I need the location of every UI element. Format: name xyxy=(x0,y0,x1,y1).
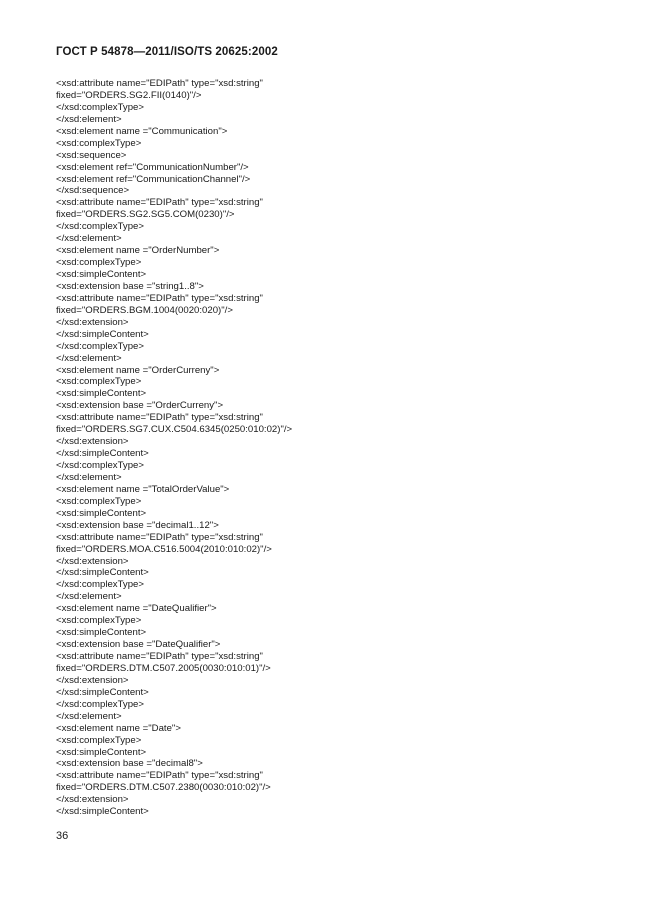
code-line: <xsd:extension base ="decimal8"> xyxy=(56,758,203,770)
code-line: </xsd:extension> xyxy=(56,436,129,448)
code-line: fixed="ORDERS.MOA.C516.5004(2010:010:02)"/> xyxy=(56,543,272,555)
code-line: <xsd:attribute name="EDIPath" type="xsd:string" xyxy=(56,412,263,424)
code-line: fixed="ORDERS.DTM.C507.2380(0030:010:02)"/> xyxy=(56,782,271,794)
code-line: <xsd:element name ="DateQualifier"> xyxy=(56,603,217,615)
code-line: </xsd:complexType> xyxy=(56,221,144,233)
code-line: <xsd:attribute name="EDIPath" type="xsd:string" xyxy=(56,531,263,543)
code-line: <xsd:complexType> xyxy=(56,615,142,627)
code-line: <xsd:simpleContent> xyxy=(56,507,147,519)
page-number: 36 xyxy=(56,830,69,842)
code-line: <xsd:attribute name="EDIPath" type="xsd:string" xyxy=(56,78,263,89)
code-line: <xsd:attribute name="EDIPath" type="xsd:string" xyxy=(56,292,263,304)
code-line: </xsd:element> xyxy=(56,233,122,245)
code-line: </xsd:extension> xyxy=(56,555,129,567)
code-line: <xsd:element name ="OrderNumber"> xyxy=(56,245,220,257)
code-line: <xsd:sequence> xyxy=(56,149,127,161)
code-line: <xsd:extension base ="decimal1..12"> xyxy=(56,519,219,531)
code-line: <xsd:element ref="CommunicationChannel"/> xyxy=(56,173,251,185)
code-line: <xsd:extension base ="DateQualifier"> xyxy=(56,639,221,651)
code-line: </xsd:element> xyxy=(56,352,122,364)
code-line: </xsd:simpleContent> xyxy=(56,806,149,818)
code-line: </xsd:element> xyxy=(56,591,122,603)
code-line: fixed="ORDERS.DTM.C507.2005(0030:010:01)"/> xyxy=(56,662,271,674)
code-line: <xsd:simpleContent> xyxy=(56,627,147,639)
code-line: </xsd:simpleContent> xyxy=(56,448,149,460)
code-line: <xsd:attribute name="EDIPath" type="xsd:string" xyxy=(56,770,263,782)
code-line: </xsd:simpleContent> xyxy=(56,567,149,579)
code-line: </xsd:element> xyxy=(56,113,122,125)
code-line: <xsd:element name ="OrderCurreny"> xyxy=(56,364,220,376)
code-line: </xsd:complexType> xyxy=(56,698,144,710)
code-line: </xsd:complexType> xyxy=(56,579,144,591)
code-line: <xsd:element name ="Date"> xyxy=(56,722,181,734)
code-line: </xsd:sequence> xyxy=(56,185,130,197)
code-line: </xsd:complexType> xyxy=(56,340,144,352)
code-line: <xsd:complexType> xyxy=(56,734,142,746)
code-line: <xsd:element ref="CommunicationNumber"/> xyxy=(56,161,249,173)
code-line: </xsd:element> xyxy=(56,471,122,483)
code-line: <xsd:element name ="TotalOrderValue"> xyxy=(56,483,230,495)
code-line: fixed="ORDERS.SG2.SG5.COM(0230)"/> xyxy=(56,209,235,221)
code-line: </xsd:simpleContent> xyxy=(56,686,149,698)
code-line: </xsd:complexType> xyxy=(56,460,144,471)
code-line: <xsd:simpleContent> xyxy=(56,269,147,280)
document-header: ГОСТ Р 54878—2011/ISO/TS 20625:2002 xyxy=(56,46,278,58)
code-line: </xsd:extension> xyxy=(56,674,129,686)
code-line: fixed="ORDERS.SG2.FII(0140)"/> xyxy=(56,89,202,101)
code-line: fixed="ORDERS.BGM.1004(0020:020)"/> xyxy=(56,304,233,316)
xsd-code-listing xyxy=(56,78,292,818)
code-line: fixed="ORDERS.SG7.CUX.C504.6345(0250:010:02)"/> xyxy=(56,424,293,436)
code-line: </xsd:extension> xyxy=(56,316,129,328)
code-line: <xsd:complexType> xyxy=(56,495,142,507)
code-line: <xsd:extension base ="OrderCurreny"> xyxy=(56,400,224,412)
code-line: </xsd:complexType> xyxy=(56,101,144,113)
code-line: <xsd:complexType> xyxy=(56,137,142,149)
code-line: <xsd:simpleContent> xyxy=(56,746,147,758)
code-line: <xsd:extension base ="string1..8"> xyxy=(56,280,204,292)
code-line: <xsd:element name ="Communication"> xyxy=(56,125,228,137)
code-line: </xsd:element> xyxy=(56,710,122,722)
code-line: <xsd:attribute name="EDIPath" type="xsd:string" xyxy=(56,651,263,662)
code-line: </xsd:extension> xyxy=(56,794,129,806)
code-line: <xsd:attribute name="EDIPath" type="xsd:string" xyxy=(56,197,263,209)
code-line: <xsd:complexType> xyxy=(56,376,142,388)
code-line: <xsd:simpleContent> xyxy=(56,388,147,400)
code-line: <xsd:complexType> xyxy=(56,257,142,269)
code-line: </xsd:simpleContent> xyxy=(56,328,149,340)
